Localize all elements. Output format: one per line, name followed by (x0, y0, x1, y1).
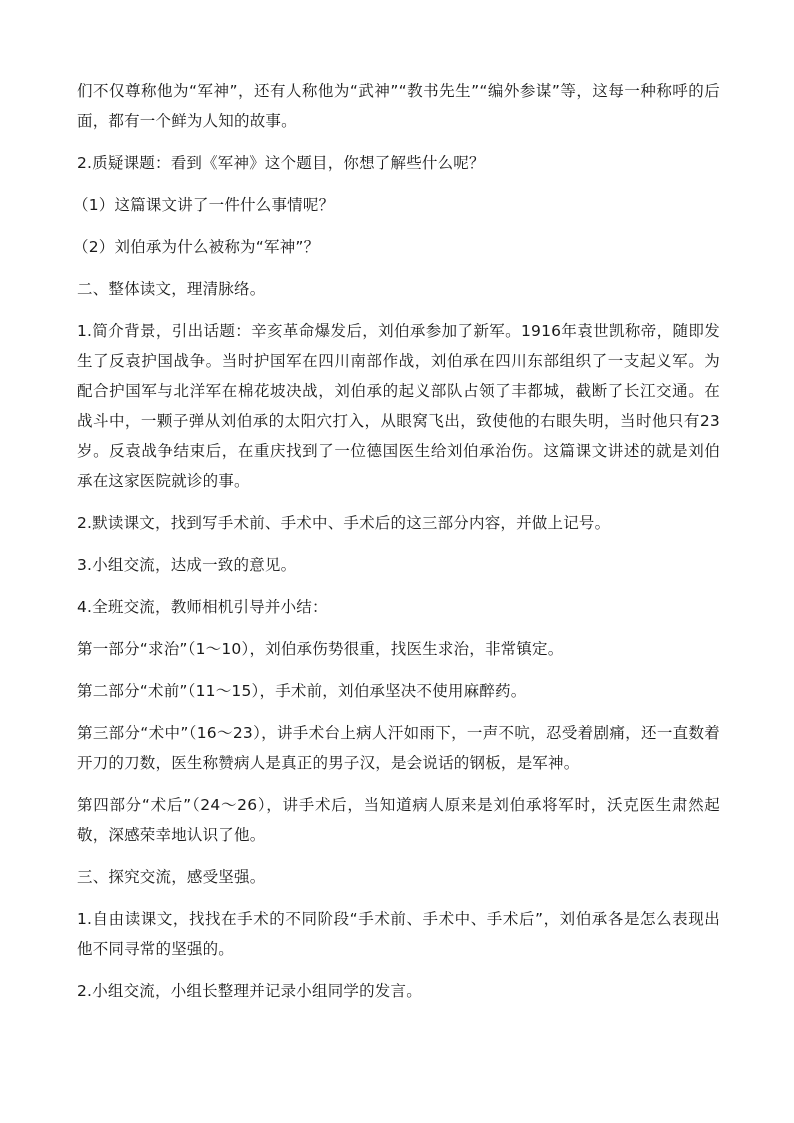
question-1-paragraph: （1）这篇课文讲了一件什么事情呢？ (73, 196, 335, 214)
class-summary-paragraph: 4.全班交流，教师相机引导并小结： (77, 598, 328, 616)
group-discussion-paragraph: 3.小组交流，达成一致的意见。 (77, 556, 297, 574)
group-record-paragraph: 2.小组交流，小组长整理并记录小组同学的发言。 (77, 982, 422, 1000)
section-2-heading: 二、整体读文，理清脉络。 (77, 280, 266, 298)
part-4-paragraph: 第四部分“术后”（24～26），讲手术后，当知道病人原来是刘伯承将军时，沃克医生肃然起敬，深感荣幸地认识了他。 (77, 796, 720, 844)
free-reading-paragraph: 1.自由读课文，找找在手术的不同阶段“手术前、手术中、手术后”，刘伯承各是怎么表现出他不同寻常的坚强的。 (77, 910, 720, 958)
silent-reading-paragraph: 2.默读课文，找到写手术前、手术中、手术后的这三部分内容，并做上记号。 (77, 514, 611, 532)
question-topic-paragraph: 2.质疑课题：看到《军神》这个题目，你想了解些什么呢？ (77, 154, 485, 172)
document-page (73, 76, 720, 1018)
background-paragraph: 1.简介背景，引出话题：辛亥革命爆发后，刘伯承参加了新军。1916年袁世凯称帝，随即发生了反袁护国战争。当时护国军在四川南部作战，刘伯承在四川东部组织了一支起义军。为配合护国军与北洋军在棉花坡决战，刘伯承的起义部队占领了丰都城，截断了长江交通。在战斗中，一颗子弹从刘伯承的太阳穴打入，从眼窝飞出，致使他的右眼失明，当时他只有23岁。反袁战争结束后，在重庆找到了一位德国医生给刘伯承治伤。这篇课文讲述的就是刘伯承在这家医院就诊的事。 (77, 322, 720, 490)
part-3-paragraph: 第三部分“术中”（16～23），讲手术台上病人汗如雨下，一声不吭，忍受着剧痛，还一直数着开刀的刀数，医生称赞病人是真正的男子汉，是会说话的钢板，是军神。 (77, 724, 720, 772)
part-2-paragraph: 第二部分“术前”（11～15），手术前，刘伯承坚决不使用麻醉药。 (77, 682, 527, 700)
question-2-paragraph: （2）刘伯承为什么被称为“军神”？ (73, 238, 320, 256)
section-3-heading: 三、探究交流，感受坚强。 (77, 868, 266, 886)
intro-continuation-paragraph: 们不仅尊称他为“军神”，还有人称他为“武神”“教书先生”“编外参谋”等，这每一种称呼的后面，都有一个鲜为人知的故事。 (77, 82, 720, 130)
part-1-paragraph: 第一部分“求治”（1～10），刘伯承伤势很重，找医生求治，非常镇定。 (77, 640, 564, 658)
